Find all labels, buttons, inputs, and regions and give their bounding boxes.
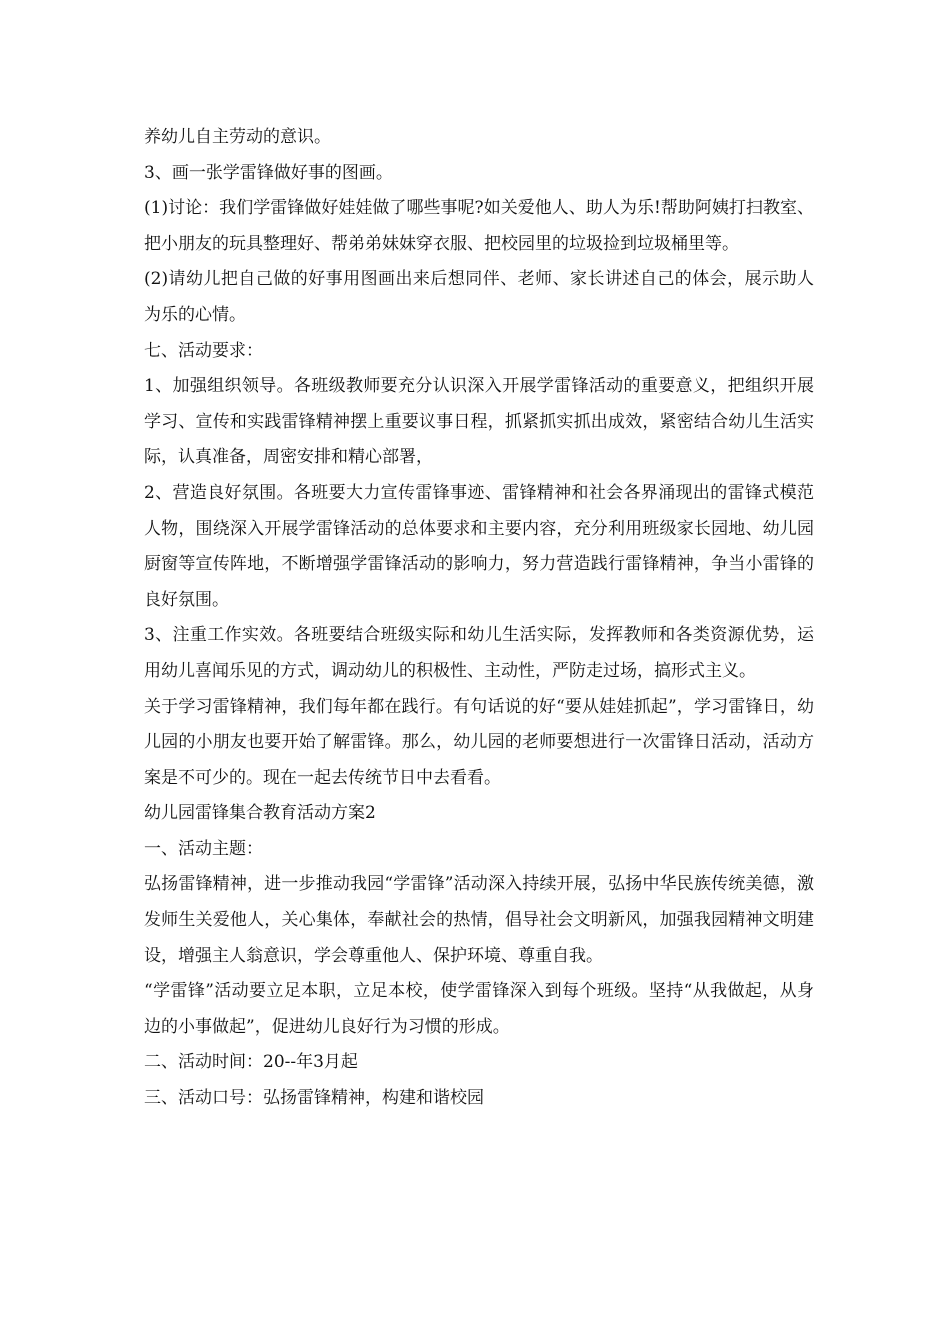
paragraph-learn-leifeng: “学雷锋”活动要立足本职，立足本校，使学雷锋深入到每个班级。坚持“从我做起，从身边的小事做起”，促进幼儿良好行为习惯的形成。 [144, 981, 814, 1037]
paragraph-intro: 关于学习雷锋精神，我们每年都在践行。有句话说的好“要从娃娃抓起”，学习雷锋日，幼儿园的小朋友也要开始了解雷锋。那么，幼儿园的老师要想进行一次雷锋日活动，活动方案是不可少的。现在一起去传统节日中去看看。 [144, 696, 814, 788]
paragraph-draw-picture: 3、画一张学雷锋做好事的图画。 [144, 162, 393, 183]
paragraph-leadership: 1、加强组织领导。各班级教师要充分认识深入开展学雷锋活动的重要意义，把组织开展学习、宣传和实践雷锋精神摆上重要议事日程，抓紧抓实抓出成效，紧密结合幼儿生活实际，认真准备，周密安排和精心部署， [144, 376, 814, 468]
paragraph-theme-body: 弘扬雷锋精神，进一步推动我园“学雷锋”活动深入持续开展，弘扬中华民族传统美德，激发师生关爱他人，关心集体，奉献社会的热情，倡导社会文明新风，加强我园精神文明建设，增强主人翁意识，学会尊重他人、保护环境、尊重自我。 [144, 874, 814, 966]
paragraph-share-experience: (2)请幼儿把自己做的好事用图画出来后想同伴、老师、家长讲述自己的体会，展示助人为乐的心情。 [144, 269, 814, 325]
heading-activity-theme: 一、活动主题： [144, 838, 263, 859]
paragraph-effectiveness: 3、注重工作实效。各班要结合班级实际和幼儿生活实际，发挥教师和各类资源优势，运用幼儿喜闻乐见的方式，调动幼儿的积极性、主动性，严防走过场，搞形式主义。 [144, 625, 814, 681]
paragraph-discussion: (1)讨论：我们学雷锋做好娃娃做了哪些事呢?如关爱他人、助人为乐!帮助阿姨打扫教室、把小朋友的玩具整理好、帮弟弟妹妹穿衣服、把校园里的垃圾捡到垃圾桶里等。 [144, 198, 814, 254]
section-title-plan-2: 幼儿园雷锋集合教育活动方案2 [144, 803, 376, 824]
heading-activity-time: 二、活动时间：20--年3月起 [144, 1052, 358, 1073]
heading-activity-requirements: 七、活动要求： [144, 340, 263, 361]
paragraph-atmosphere: 2、营造良好氛围。各班要大力宣传雷锋事迹、雷锋精神和社会各界涌现出的雷锋式模范人物，围绕深入开展学雷锋活动的总体要求和主要内容，充分利用班级家长园地、幼儿园厨窗等宣传阵地，不断增强学雷锋活动的影响力，努力营造践行雷锋精神，争当小雷锋的良好氛围。 [144, 482, 814, 610]
paragraph-labor-awareness: 养幼儿自主劳动的意识。 [144, 127, 331, 147]
heading-activity-slogan: 三、活动口号：弘扬雷锋精神，构建和谐校园 [144, 1088, 484, 1109]
